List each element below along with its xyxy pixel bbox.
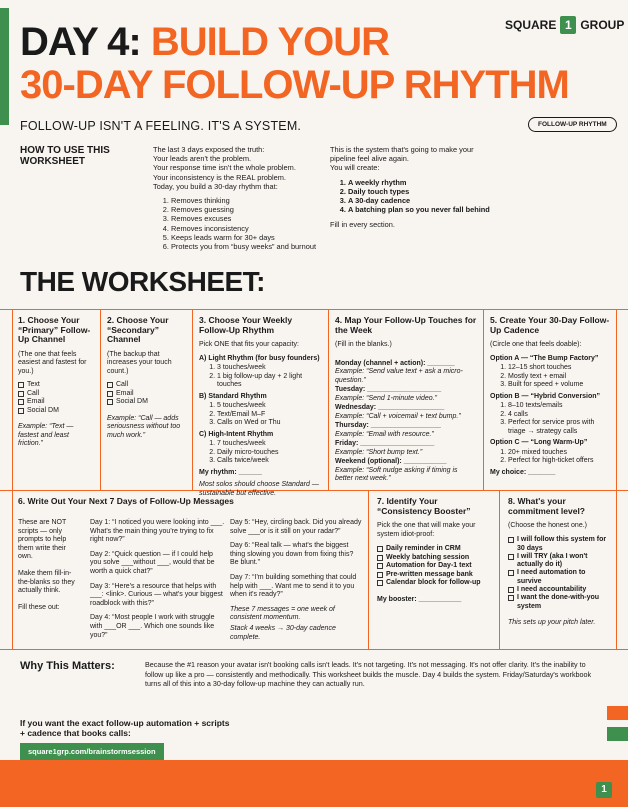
- section-title: 3. Choose Your Weekly Follow-Up Rhythm: [199, 315, 293, 335]
- option-label: Call: [27, 389, 40, 397]
- rhythm-b-title: B) Standard Rhythm: [199, 392, 267, 400]
- subtitle: FOLLOW-UP ISN'T A FEELING. IT'S A SYSTEM.: [20, 119, 302, 133]
- day-field[interactable]: Thursday: __________________: [335, 422, 441, 429]
- option-c-list: [490, 449, 610, 466]
- example-text: Example: “Send value text + ask a micro-question.”: [335, 368, 463, 384]
- checkbox-option[interactable]: [18, 390, 94, 399]
- my-rhythm-field[interactable]: My rhythm: ______: [199, 468, 263, 476]
- section-title: 1. Choose Your “Primary” Follow-Up Channel: [18, 315, 91, 344]
- intro-line: Today, you build a 30-day rhythm that:: [153, 181, 278, 191]
- option-label: Daily reminder in CRM: [386, 545, 461, 552]
- list-item: 6. Protects you from “busy weeks” and burnout: [171, 242, 323, 251]
- list-item: 1. 7 touches/week: [217, 440, 322, 449]
- checkbox-option[interactable]: [377, 579, 491, 588]
- my-choice-field[interactable]: My choice: _______: [490, 468, 556, 476]
- section-5: [483, 310, 616, 490]
- section-3: [192, 310, 328, 497]
- day-prompt: Day 5: “Hey, circling back. Did you already solve ___or is it still on your radar?”: [230, 519, 362, 535]
- howto-intro: [153, 145, 323, 251]
- section-desc: (Choose the honest one.): [508, 522, 587, 529]
- checkbox-icon[interactable]: [508, 537, 514, 543]
- intro-line: Your inconsistency is the REAL problem.: [153, 172, 286, 182]
- list-item: 2. Removes guessing: [171, 205, 323, 214]
- rhythm-c-list: [199, 440, 322, 466]
- checkbox-option[interactable]: [107, 381, 186, 390]
- cta-text: If you want the exact follow-up automation + scripts + cadence that books calls:: [20, 718, 230, 738]
- list-item: 2. Text/Email M–F: [217, 411, 322, 420]
- option-label: Text: [27, 381, 40, 388]
- option-label: I will TRY (aka I won't actually do it): [517, 552, 588, 569]
- list-item: 3. Perfect for service pros with triage → strategy calls: [508, 419, 610, 436]
- checkbox-option[interactable]: [107, 390, 186, 399]
- option-label: Pre-written message bank: [386, 570, 473, 578]
- howto-list: [153, 196, 323, 251]
- list-item: 1. Removes thinking: [171, 196, 323, 205]
- section-title: 5. Create Your 30-Day Follow-Up Cadence: [490, 315, 610, 335]
- option-label: Social DM: [116, 398, 148, 405]
- list-item: 2. 1 big follow-up day + 2 light touches: [217, 373, 322, 390]
- checkbox-option[interactable]: [377, 554, 491, 563]
- section-desc: (The one that feels easiest and fastest for you.): [18, 350, 87, 375]
- section-6-days-right: [230, 519, 362, 642]
- intro-text: These are NOT scripts — only prompts to help them write their own.: [18, 519, 67, 561]
- footer-logo-box: 1: [596, 782, 612, 798]
- option-b-title: Option B — “Hybrid Conversion”: [490, 392, 601, 400]
- checkbox-icon[interactable]: [18, 382, 24, 388]
- section-desc: (Fill in the blanks.): [335, 341, 392, 348]
- rhythm-a-title: A) Light Rhythm (for busy founders): [199, 354, 320, 362]
- checkbox-option[interactable]: [508, 553, 608, 570]
- section-6-days-left: [90, 519, 225, 640]
- option-a-list: [490, 364, 610, 390]
- create-list: [330, 178, 490, 215]
- rhythm-note: Most solos should choose Standard — sustainable but effective.: [199, 481, 319, 497]
- option-label: Email: [27, 398, 45, 405]
- checkbox-icon[interactable]: [18, 391, 24, 397]
- day-field[interactable]: Wednesday: _________________: [335, 404, 445, 411]
- checkbox-icon[interactable]: [508, 570, 514, 576]
- note-text: These 7 messages = one week of consistent momentum.: [230, 605, 335, 622]
- intro-line: Your leads aren't the problem.: [153, 154, 252, 164]
- brand-logo: [505, 16, 624, 34]
- checkbox-option[interactable]: [508, 594, 608, 611]
- accent-bar-left: [0, 8, 9, 125]
- list-item: 1. 8–10 texts/emails: [508, 402, 610, 411]
- booster-field[interactable]: My booster: ___________: [377, 595, 462, 603]
- list-item: 3. A 30-day cadence: [348, 196, 490, 205]
- note-text: Stack 4 weeks → 30-day cadence complete.: [230, 624, 336, 641]
- option-label: I need accountability: [517, 586, 587, 594]
- section-title: 8. What's your commitment level?: [508, 496, 585, 516]
- checkbox-option[interactable]: [508, 586, 608, 594]
- checkbox-icon[interactable]: [107, 391, 113, 397]
- day-prompt: Day 4: “Most people I work with struggle with ___OR ___. Which one sounds like you?”: [90, 614, 215, 639]
- option-label: Weekly batching session: [386, 553, 470, 561]
- checkbox-icon[interactable]: [18, 399, 24, 405]
- intro-line: Your response time isn't the whole problem.: [153, 163, 296, 173]
- option-label: I will follow this system for 30 days: [517, 536, 607, 552]
- checkbox-option[interactable]: [377, 545, 491, 554]
- option-label: I need automation to survive: [517, 569, 586, 585]
- checkbox-icon[interactable]: [377, 580, 383, 586]
- option-label: Automation for Day-1 text: [386, 562, 472, 569]
- grid-line: [0, 649, 628, 650]
- day-prompt: Day 7: “I'm building something that could help with ___. Want me to send it to you when it's ready?”: [230, 573, 357, 599]
- list-item: 1. A weekly rhythm: [348, 178, 490, 187]
- worksheet-title: THE WORKSHEET:: [20, 266, 265, 297]
- section-6-intro: [18, 519, 80, 612]
- day-field[interactable]: Tuesday: ___________________: [335, 386, 442, 393]
- section-desc: (The backup that increases your touch count.): [107, 350, 172, 375]
- list-item: 2. 4 calls: [508, 411, 610, 420]
- day-prompt: Day 6: “Real talk — what's the biggest thing slowing you down from fixing this? Be blunt.”: [230, 542, 354, 567]
- rhythm-c-title: C) High-Intent Rhythm: [199, 430, 274, 438]
- section-6: [12, 491, 368, 649]
- option-label: Social DM: [27, 406, 59, 414]
- section-7: [369, 491, 499, 649]
- day-field[interactable]: Monday (channel + action): _______: [335, 359, 455, 367]
- list-item: 2. Perfect for high-ticket offers: [508, 457, 610, 466]
- page-title-line2: 30-DAY FOLLOW-UP RHYTHM: [20, 63, 569, 107]
- footer-bar: [0, 760, 628, 807]
- section-2: [100, 310, 192, 490]
- topic-pill: FOLLOW-UP RHYTHM: [528, 117, 617, 132]
- why-text: Because the #1 reason your avatar isn't booking calls isn't leads. It's not targeting. It's not messaging. It's not offer clarity. It's the inability to follow up like a pro — consistently and methodically. This worksheet builds the muscle. Day 4 builds the system. Friday/Saturday's workbook turns all of this into a 30-day follow-up machine they can actually run.: [145, 660, 592, 688]
- checkbox-icon[interactable]: [377, 546, 383, 552]
- rhythm-b-list: [199, 402, 322, 428]
- list-item: 1. 5 touches/week: [217, 402, 322, 411]
- section-title: 7. Identify Your “Consistency Booster”: [377, 496, 471, 516]
- checkbox-option[interactable]: [377, 571, 491, 580]
- day-field[interactable]: Weekend (optional): ___________: [335, 458, 447, 465]
- logo-text-left: SQUARE: [505, 18, 557, 32]
- list-item: 1. 3 touches/week: [217, 364, 322, 373]
- example-text: Example: “Send 1-minute video.”: [335, 394, 437, 402]
- checkbox-icon[interactable]: [377, 555, 383, 561]
- grid-line: [616, 309, 617, 649]
- example-text: Example: “Call + voicemail + text bump.”: [335, 412, 461, 420]
- checkbox-option[interactable]: [18, 381, 94, 390]
- list-item: 3. Calls on Wed or Thu: [217, 419, 322, 428]
- intro-line: The last 3 days exposed the truth:: [153, 145, 265, 154]
- option-label: Email: [116, 389, 134, 397]
- example-text: Example: “Short bump text.”: [335, 448, 423, 456]
- create-intro: This is the system that's going to make your pipeline feel alive again.: [330, 145, 474, 164]
- list-item: 5. Keeps leads warm for 30+ days: [171, 233, 323, 242]
- cta-link-button[interactable]: square1grp.com/brainstormsession: [20, 743, 164, 760]
- checkbox-icon[interactable]: [508, 554, 514, 560]
- howto-title: HOW TO USE THIS WORKSHEET: [20, 145, 110, 167]
- rhythm-a-list: [199, 364, 322, 390]
- section-title: 6. Write Out Your Next 7 Days of Follow-Up Messages: [18, 496, 234, 506]
- section-desc: Pick ONE that fits your capacity:: [199, 341, 299, 348]
- list-item: 1. 12–15 short touches: [508, 364, 610, 373]
- example-text: Example: “Call — adds seriousness without too much work.”: [107, 414, 181, 439]
- list-item: 2. Daily touch types: [348, 187, 490, 196]
- checkbox-icon[interactable]: [377, 563, 383, 569]
- list-item: 2. Mostly text + email: [508, 373, 610, 382]
- list-item: 3. Built for speed + volume: [508, 381, 610, 390]
- option-label: Call: [116, 381, 129, 388]
- day-prompt: Day 3: “Here's a resource that helps with ___: <link>. Curious — what's your biggest roadblock with this?”: [90, 582, 223, 607]
- section-desc: Pick the one that will make your system idiot-proof:: [377, 522, 476, 538]
- list-item: 3. Calls twice/week: [217, 457, 322, 466]
- example-text: Example: “Text — fastest and least friction.”: [18, 423, 74, 447]
- checkbox-icon[interactable]: [508, 595, 514, 601]
- list-item: 2. Daily micro-touches: [217, 449, 322, 458]
- option-c-title: Option C — “Long Warm-Up”: [490, 439, 588, 446]
- note-text: This sets up your pitch later.: [508, 618, 596, 626]
- list-item: 4. A batching plan so you never fall behind: [348, 205, 490, 214]
- list-item: 3. Removes excuses: [171, 214, 323, 223]
- section-4: [328, 310, 483, 490]
- option-b-list: [490, 402, 610, 436]
- list-item: 1. 20+ mixed touches: [508, 449, 610, 458]
- section-title: 2. Choose Your “Secondary” Channel: [107, 315, 169, 344]
- logo-box: 1: [560, 16, 576, 34]
- decor-block: [607, 727, 628, 741]
- option-label: Calendar block for follow-up: [386, 579, 481, 586]
- example-text: Example: “Soft nudge asking if timing is better next week.”: [335, 466, 458, 482]
- checkbox-icon[interactable]: [377, 572, 383, 578]
- section-desc: (Circle one that feels doable):: [490, 341, 582, 348]
- page-title-line1: [20, 20, 389, 64]
- create-label: You will create:: [330, 163, 380, 173]
- checkbox-icon[interactable]: [508, 587, 514, 593]
- checkbox-option[interactable]: [18, 407, 94, 416]
- title-day: DAY 4:: [20, 20, 151, 64]
- checkbox-option[interactable]: [508, 569, 608, 586]
- logo-text-right: GROUP: [580, 18, 625, 32]
- intro-text: Fill these out:: [18, 603, 60, 611]
- example-text: Example: “Email with resource.”: [335, 430, 434, 438]
- checkbox-option[interactable]: [508, 536, 608, 553]
- why-title: Why This Matters:: [20, 660, 115, 672]
- title-build: BUILD YOUR: [150, 20, 390, 64]
- checkbox-option[interactable]: [377, 562, 491, 571]
- day-prompt: Day 2: “Quick question — if I could help you solve ___without ___, would that be worth a quick chat?”: [90, 550, 215, 575]
- howto-create: [330, 145, 490, 230]
- day-field[interactable]: Friday: ___________________: [335, 440, 435, 447]
- checkbox-icon[interactable]: [107, 382, 113, 388]
- section-title: 4. Map Your Follow-Up Touches for the Week: [335, 315, 477, 335]
- section-8: [500, 491, 616, 649]
- fill-note: Fill in every section.: [330, 220, 395, 230]
- checkbox-icon[interactable]: [107, 399, 113, 405]
- option-a-title: Option A — “The Bump Factory”: [490, 354, 599, 362]
- day-prompt: Day 1: “I noticed you were looking into ___. What's the main thing you're trying to fix right now?”: [90, 519, 225, 544]
- decor-block: [607, 706, 628, 720]
- checkbox-option[interactable]: [18, 398, 94, 407]
- option-label: I want the done-with-you system: [517, 594, 600, 610]
- checkbox-icon[interactable]: [18, 408, 24, 414]
- list-item: 4. Removes inconsistency: [171, 224, 323, 233]
- checkbox-option[interactable]: [107, 398, 186, 407]
- intro-text: Make them fill-in-the-blanks so they actually think.: [18, 569, 75, 595]
- section-1: [12, 310, 100, 490]
